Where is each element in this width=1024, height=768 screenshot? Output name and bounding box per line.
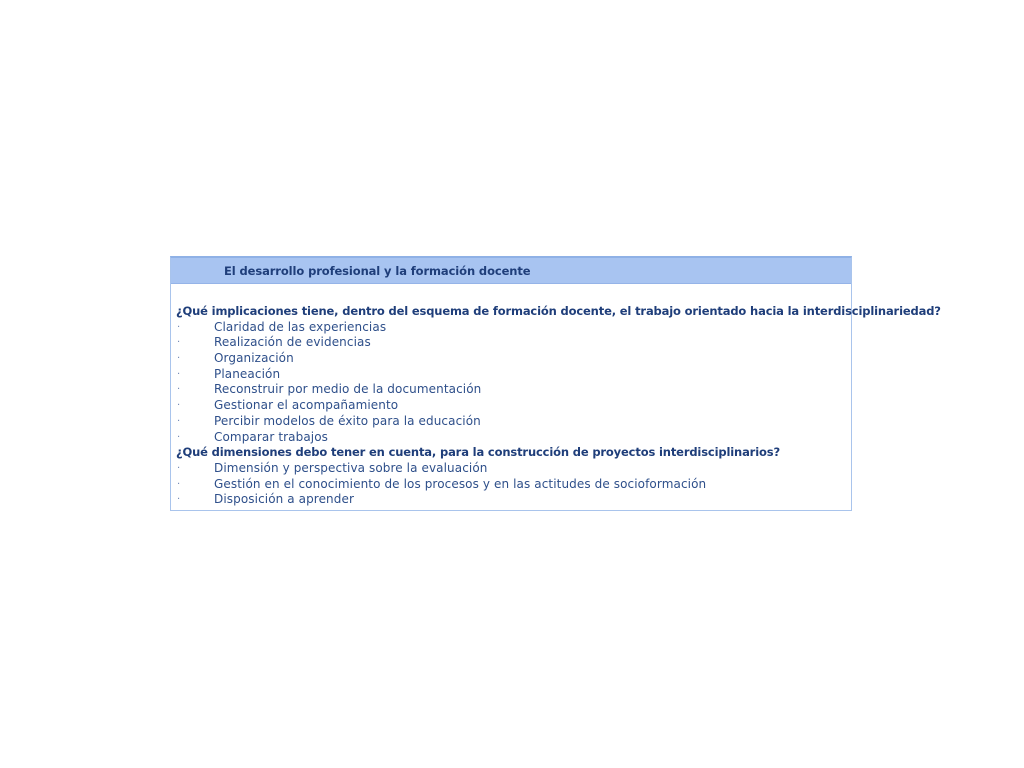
bullet-icon: ·: [177, 400, 181, 412]
bullet-icon: ·: [177, 368, 181, 380]
question-heading: ¿Qué implicaciones tiene, dentro del esquema de formación docente, el trabajo orientado hacia la interdisciplinariedad?: [176, 304, 941, 318]
list-item-label: Planeación: [214, 366, 281, 381]
list-item-label: Gestión en el conocimiento de los procesos y en las actitudes de socioformación: [214, 476, 707, 491]
bullet-icon: ·: [177, 384, 181, 396]
list-item: [176, 461, 847, 477]
list-item-label: Disposición a aprender: [214, 492, 354, 507]
list-item: [176, 414, 847, 430]
bullet-icon: ·: [177, 353, 181, 365]
list-item: [176, 351, 847, 367]
list-item: [176, 398, 847, 414]
content-box-header: [171, 258, 851, 284]
list-item-label: Dimensión y perspectiva sobre la evaluación: [214, 460, 488, 475]
bullet-icon: ·: [177, 337, 181, 349]
question-heading: ¿Qué dimensiones debo tener en cuenta, para la construcción de proyectos interdisciplinarios?: [176, 445, 780, 460]
bullet-icon: ·: [177, 494, 181, 506]
bullet-icon: ·: [177, 431, 181, 443]
list-item-label: Comparar trabajos: [214, 429, 329, 444]
list-item: [176, 477, 847, 493]
bullet-icon: ·: [177, 321, 181, 333]
list-item: [176, 382, 847, 398]
list-item: [176, 320, 847, 336]
bullet-icon: ·: [177, 462, 181, 474]
list-item-label: Percibir modelos de éxito para la educación: [214, 413, 481, 428]
list-item: [176, 335, 847, 351]
list-item-label: Organización: [214, 351, 294, 366]
list-item: [176, 430, 847, 446]
list-item-label: Claridad de las experiencias: [214, 319, 387, 334]
content-box-title: El desarrollo profesional y la formación docente: [224, 264, 531, 278]
bullet-icon: ·: [177, 415, 181, 427]
list-item: [176, 492, 847, 508]
bullet-icon: ·: [177, 478, 181, 490]
list-item-label: Realización de evidencias: [214, 335, 371, 350]
content-box-body: [176, 304, 941, 508]
list-item: [176, 367, 847, 383]
list-item-label: Reconstruir por medio de la documentación: [214, 382, 482, 397]
list-item-label: Gestionar el acompañamiento: [214, 398, 399, 413]
content-box: [170, 256, 941, 511]
